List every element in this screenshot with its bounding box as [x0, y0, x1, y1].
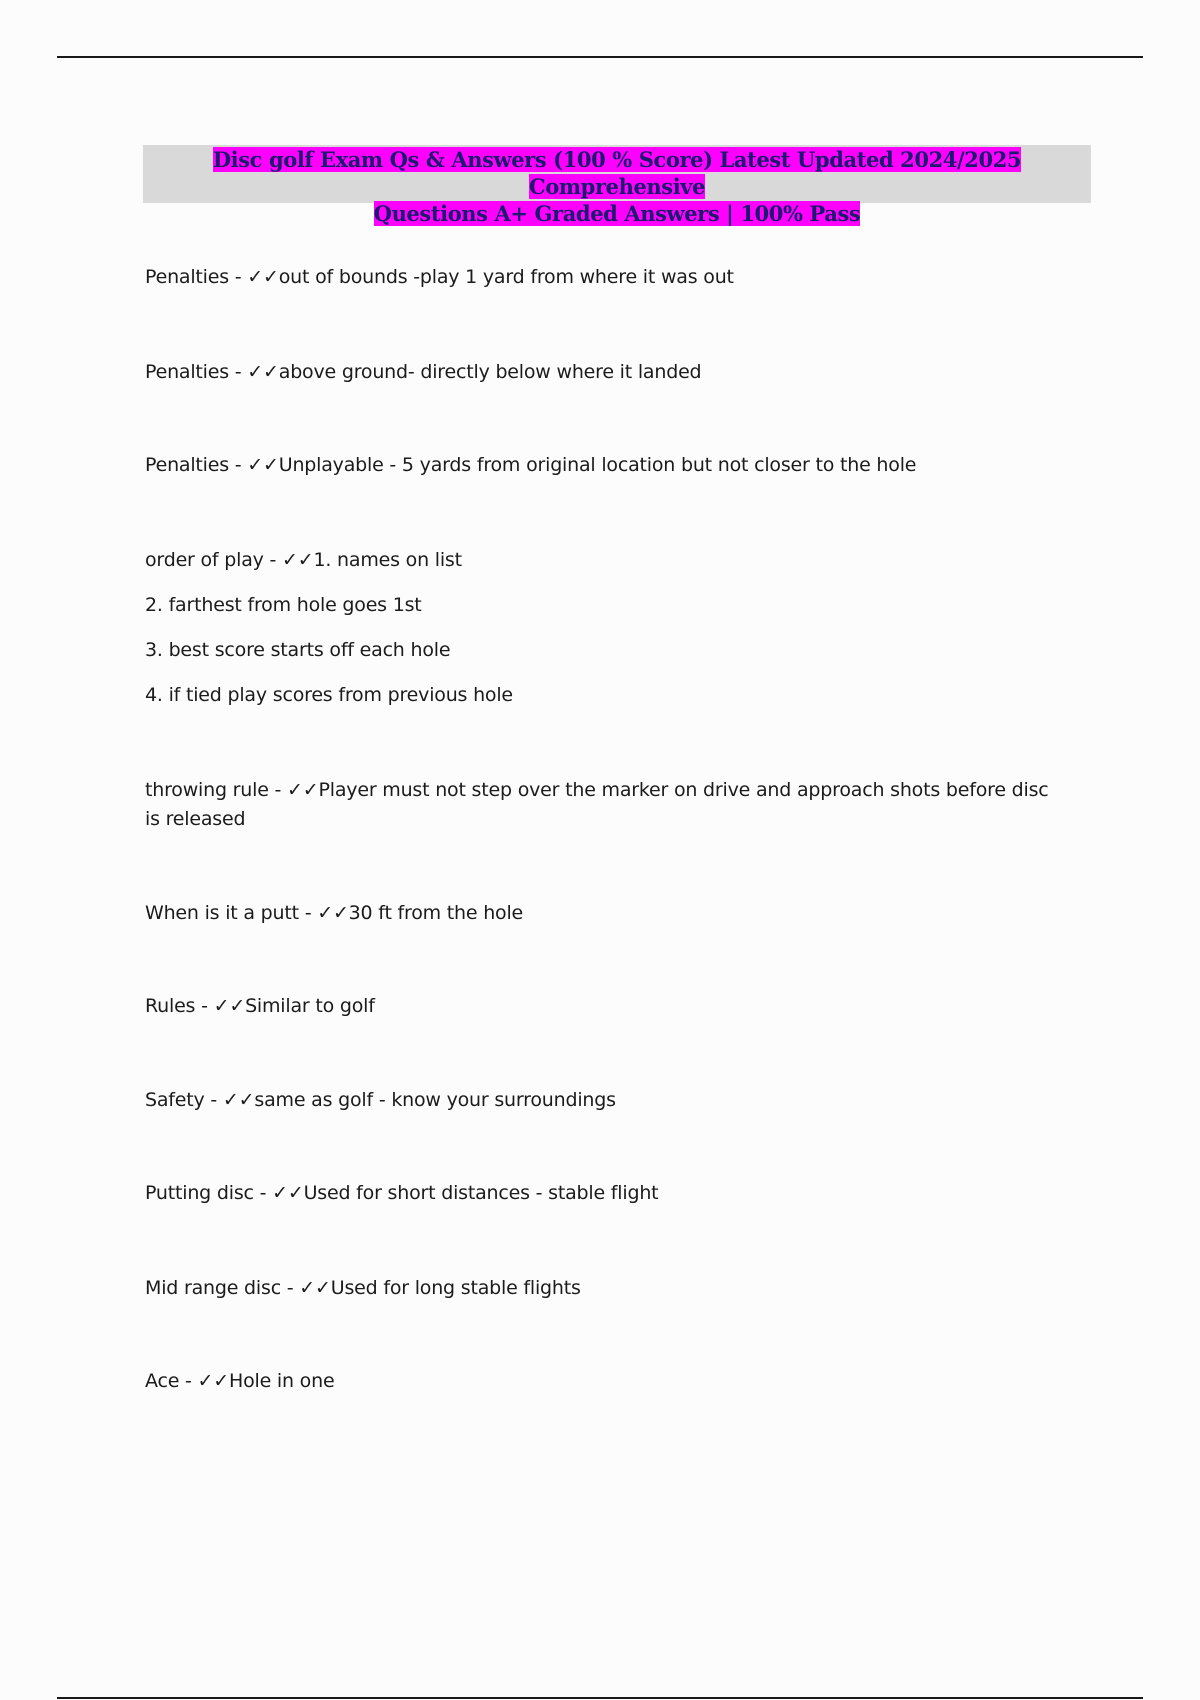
entry-term: When is it a putt — [145, 902, 299, 924]
entry-separator: - — [228, 266, 248, 288]
entry-answer: Similar to golf — [245, 995, 375, 1017]
entry-answer: same as golf - know your surroundings — [254, 1089, 616, 1111]
qa-entry-putt — [145, 899, 523, 928]
entry-answer: 30 ft from the hole — [348, 902, 524, 924]
top-rule — [57, 56, 1143, 58]
check-icon: ✓✓ — [247, 361, 279, 383]
qa-entry-safety — [145, 1086, 616, 1115]
qa-entry-mid-range-disc — [145, 1274, 581, 1303]
entry-answer: out of bounds -play 1 yard from where it was out — [278, 266, 734, 288]
check-icon: ✓✓ — [247, 454, 279, 476]
check-icon: ✓✓ — [247, 266, 279, 288]
entry-term: Safety — [145, 1089, 205, 1111]
title-line-1: Disc golf Exam Qs & Answers (100 % Score) Latest Updated 2024/2025 Comprehensive — [212, 147, 1022, 199]
entry-answer: Hole in one — [229, 1370, 335, 1392]
title-banner — [143, 145, 1091, 226]
entry-separator: - — [280, 1277, 300, 1299]
entry-separator: - — [298, 902, 318, 924]
entry-separator: - — [228, 454, 248, 476]
entry-term: Ace — [145, 1370, 180, 1392]
qa-entry-penalties-2 — [145, 358, 701, 387]
entry-answer: Used for long stable flights — [330, 1277, 581, 1299]
entry-term: Rules — [145, 995, 196, 1017]
qa-entry-throwing-rule — [145, 776, 1065, 834]
entry-term: order of play — [145, 549, 264, 571]
check-icon: ✓✓ — [222, 1089, 255, 1111]
qa-entry-ace — [145, 1367, 334, 1396]
check-icon: ✓✓ — [299, 1277, 331, 1299]
check-icon: ✓✓ — [213, 995, 246, 1017]
entry-separator: - — [228, 361, 248, 383]
order-of-play-item-3: 3. best score starts off each hole — [145, 639, 451, 661]
bottom-rule — [57, 1697, 1143, 1699]
entry-separator: - — [204, 1089, 223, 1111]
entry-answer: Used for short distances - stable flight — [303, 1182, 659, 1204]
entry-term: Mid range disc — [145, 1277, 281, 1299]
entry-answer: 1. names on list — [313, 549, 462, 571]
qa-entry-penalties-3 — [145, 451, 916, 480]
entry-term: Penalties — [145, 266, 229, 288]
entry-term: Penalties — [145, 361, 229, 383]
title-line-2: Questions A+ Graded Answers | 100% Pass — [373, 201, 861, 226]
entry-separator: - — [268, 779, 288, 801]
check-icon: ✓✓ — [272, 1182, 304, 1204]
entry-term: Putting disc — [145, 1182, 254, 1204]
order-of-play-item-2: 2. farthest from hole goes 1st — [145, 594, 422, 616]
qa-entry-order-of-play — [145, 546, 462, 575]
order-of-play-item-4: 4. if tied play scores from previous hole — [145, 684, 513, 706]
entry-term: throwing rule — [145, 779, 269, 801]
entry-answer: Unplayable - 5 yards from original location but not closer to the hole — [278, 454, 917, 476]
check-icon: ✓✓ — [197, 1370, 229, 1392]
entry-separator: - — [253, 1182, 273, 1204]
entry-answer: above ground- directly below where it landed — [278, 361, 702, 383]
entry-term: Penalties — [145, 454, 229, 476]
qa-entry-putting-disc — [145, 1179, 658, 1208]
qa-entry-penalties-1 — [145, 263, 734, 292]
entry-separator: - — [179, 1370, 198, 1392]
qa-entry-rules — [145, 992, 375, 1021]
entry-separator: - — [195, 995, 214, 1017]
check-icon: ✓✓ — [317, 902, 349, 924]
check-icon: ✓✓ — [287, 779, 319, 801]
check-icon: ✓✓ — [282, 549, 314, 571]
entry-separator: - — [263, 549, 283, 571]
entry-answer: Player must not step over the marker on drive and approach shots before disc is released — [145, 779, 1049, 830]
